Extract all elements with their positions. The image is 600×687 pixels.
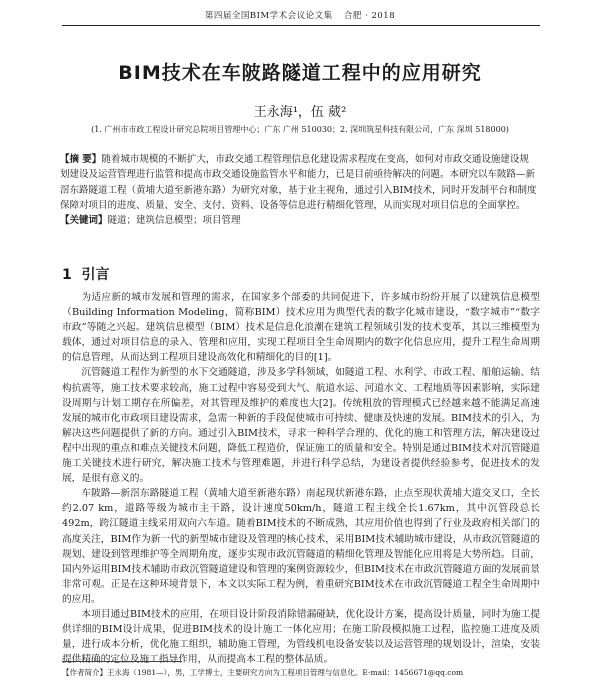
paragraph: 车陂路—新滘东路隧道工程（黄埔大道至新港东路）南起现状新港东路，止点至现状黄埔大道交叉口，全长约2.07 km，道路等级为城市主干路，设计速度50km/h，隧道工程主线全长1.67km，其中沉管段总长492m，跨江隧道主线采用双向六车道。随着BIM技术的不断成熟，其应用价值也得到了行业及政府相关部门的高度关注，BIM作为新一代的新型城市建设及管理的核心技术，采用BIM技术辅助城市建设，从市政沉管隧道的规划、建设到管理维护等全周期角度，逐步实现市政沉管隧道的精细化管理及智能化应用将是大势所趋。目前，国内外运用BIM技术辅助市政沉管隧道建设和管理的案例资源较少，但BIM技术在市政沉管隧道方面的发展前景非常可观。正是在这种环境背景下，本文以实际工程为例，着重研究BIM技术在市政沉管隧道工程全生命周期中的应用。 bbox=[62, 488, 540, 605]
journal-name: 第四届全国BIM学术会议论文集 bbox=[204, 11, 333, 21]
footnote-rule bbox=[62, 661, 182, 662]
section-title: 引言 bbox=[81, 267, 110, 283]
conference-place: 合肥 · 2018 bbox=[343, 11, 396, 21]
abstract bbox=[60, 152, 538, 228]
abstract-label: 【摘 要】 bbox=[60, 154, 102, 165]
author-footnote: 【作者简介】王永海（1981—），男，工学博士，主要研究方向为工程项目管理与信息化。E-mail：1456671@qq.com bbox=[62, 668, 464, 677]
abstract-text: 随着城市规模的不断扩大，市政交通工程管理信息化建设需求程度在变高，如何对市政交通设施建设规划建设及运营管理进行监管和提高市政交通设施监管水平和能力，已是目前亟待解决的问题。本研究以车陂路—新滘东路隧道工程（黄埔大道至新港东路）为研究对象，基于业主视角，通过引入BIM技术，同时开发制平台和制度保障对项目的进度、质量、安全、支付、资料、设备等信息进行精细化管理，从而实现对项目信息的全面掌控。 bbox=[60, 154, 537, 211]
keywords-line bbox=[60, 213, 538, 228]
body-text bbox=[62, 290, 540, 667]
section-heading bbox=[62, 264, 110, 284]
section-number: 1 bbox=[62, 267, 72, 283]
paragraph: 本项目通过BIM技术的应用，在项目设计阶段消除错漏碰缺，优化设计方案，提高设计质量，同时为施工提供详细的BIM设计成果，促进BIM技术的设计施工一体化应用；在施工阶段模拟施工过程，监控施工进度及质量，进行成本分析，优化施工组织，辅助施工管理，为管线机电设备安装以及运营管理的规划设计，渲染，安装提供精确的定位及施工指导作用，从而提高本工程的整体品质。 bbox=[62, 608, 540, 666]
paragraph: 为适应新的城市发展和管理的需求，在国家多个部委的共同促进下，许多城市纷纷开展了以建筑信息模型（Building Information Modeling，简称BIM）技术应用为典型代表的数字化城市建设，“数字城市”“数字市政”等随之兴起。建筑信息模型（BIM）技术是信息化浪潮在建筑工程领域引发的技术变革，其以三维模型为载体，通过对项目信息的录入、管理和应用，实现工程项目全生命周期内的数字化信息应用，提升工程生命周期的信息管理，从而达到工程项目建设高效化和精细化的目的[1]。 bbox=[62, 292, 540, 364]
running-header bbox=[0, 9, 600, 21]
keywords-text: 隧道；建筑信息模型；项目管理 bbox=[107, 215, 241, 227]
keywords-label: 【关键词】 bbox=[60, 215, 108, 227]
header-rule bbox=[62, 25, 540, 26]
paper-title: BIM技术在车陂路隧道工程中的应用研究 bbox=[118, 62, 482, 84]
abstract-paragraph bbox=[60, 152, 538, 213]
paragraph: 沉管隧道工程作为新型的水下交通隧道，涉及多学科领域，如隧道工程、水利学、市政工程、船舶运输、结构抗震等，施工技术要求较高，施工过程中容易受到大气、航道水运、河道水文、工程地质等因素影响，实际建设周期与计划工期存在所偏差，对其管理及维护的难度也大[2]。传统粗放的管理模式已经越来越不能满足高速发展的城市化市政项目建设需求，急需一种新的手段促使城市可持续、健康及快速的发展。BIM技术的引入，为解决这些问题提供了新的方向。通过引入BIM技术，寻求一种科学合理的、优化的施工和管理方法，解决建设过程中出现的重点和难点关键技术问题，降低工程造价，保证施工的质量和安全。特别是通过BIM技术对沉管隧道施工关键技术进行研究，解决施工技术与管理难题，并进行科学总结，为建设者提供经验参考，促进技术的发展，是很有意义的。 bbox=[62, 367, 540, 485]
affiliation: (1. 广州市市政工程设计研究总院项目管理中心；广东 广州 510030；2. 深圳筑星科技有限公司，广东 深圳 518000) bbox=[91, 125, 509, 134]
authors: 王永海¹，伍 葳² bbox=[253, 105, 347, 120]
